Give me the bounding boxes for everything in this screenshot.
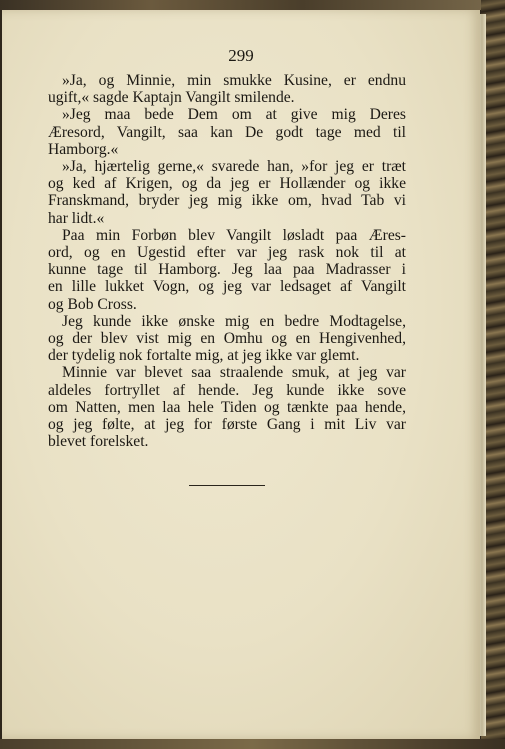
page-number: 299 xyxy=(228,46,254,65)
text-line: blevet forelsket. xyxy=(48,433,149,451)
book-page xyxy=(2,10,480,739)
text-line: aldeles fortryllet af hende. Jeg kunde ikke sove xyxy=(48,381,406,399)
text-line: Franskmand, bryder jeg mig ikke om, hvad Tab vi xyxy=(48,192,406,210)
book-cover-top xyxy=(0,0,505,10)
text-line: Paa min Forbøn blev Vangilt løsladt paa Æres- xyxy=(62,226,406,244)
text-line: Æresord, Vangilt, saa kan De godt tage med til xyxy=(48,123,406,141)
text-line: en lille lukket Vogn, og jeg var ledsaget af Vangilt xyxy=(48,278,406,296)
text-line: har lidt.« xyxy=(48,209,105,227)
text-line: Jeg kunde ikke ønske mig en bedre Modtagelse, xyxy=(62,312,406,330)
page-text xyxy=(48,72,406,450)
text-line: Minnie var blevet saa straalende smuk, at jeg var xyxy=(62,364,406,382)
text-line: Hamborg.« xyxy=(48,140,119,158)
text-line: kunne tage til Hamborg. Jeg laa paa Madrasser i xyxy=(48,261,406,279)
text-line: »Ja, hjærtelig gerne,« svarede han, »for jeg er træt xyxy=(62,158,406,176)
text-line: og Bob Cross. xyxy=(48,295,137,313)
text-line: der tydelig nok fortalte mig, at jeg ikke var glemt. xyxy=(48,347,360,365)
text-line: og der blev vist mig en Omhu og en Hengivenhed, xyxy=(48,330,406,348)
text-line: ugift,« sagde Kaptajn Vangilt smilende. xyxy=(48,89,295,107)
text-line: om Natten, men laa hele Tiden og tænkte paa hende, xyxy=(48,398,406,416)
text-line: og jeg følte, at jeg for første Gang i mit Liv var xyxy=(48,416,406,434)
book-cover-bottom xyxy=(0,739,505,749)
chapter-end-rule xyxy=(189,485,265,486)
text-line: og ked af Krigen, og da jeg er Hollænder og ikke xyxy=(48,175,406,193)
text-line: ord, og en Ugestid efter var jeg rask nok til at xyxy=(48,244,406,262)
text-line: »Jeg maa bede Dem om at give mig Deres xyxy=(62,106,406,124)
text-line: »Ja, og Minnie, min smukke Kusine, er endnu xyxy=(62,72,406,89)
